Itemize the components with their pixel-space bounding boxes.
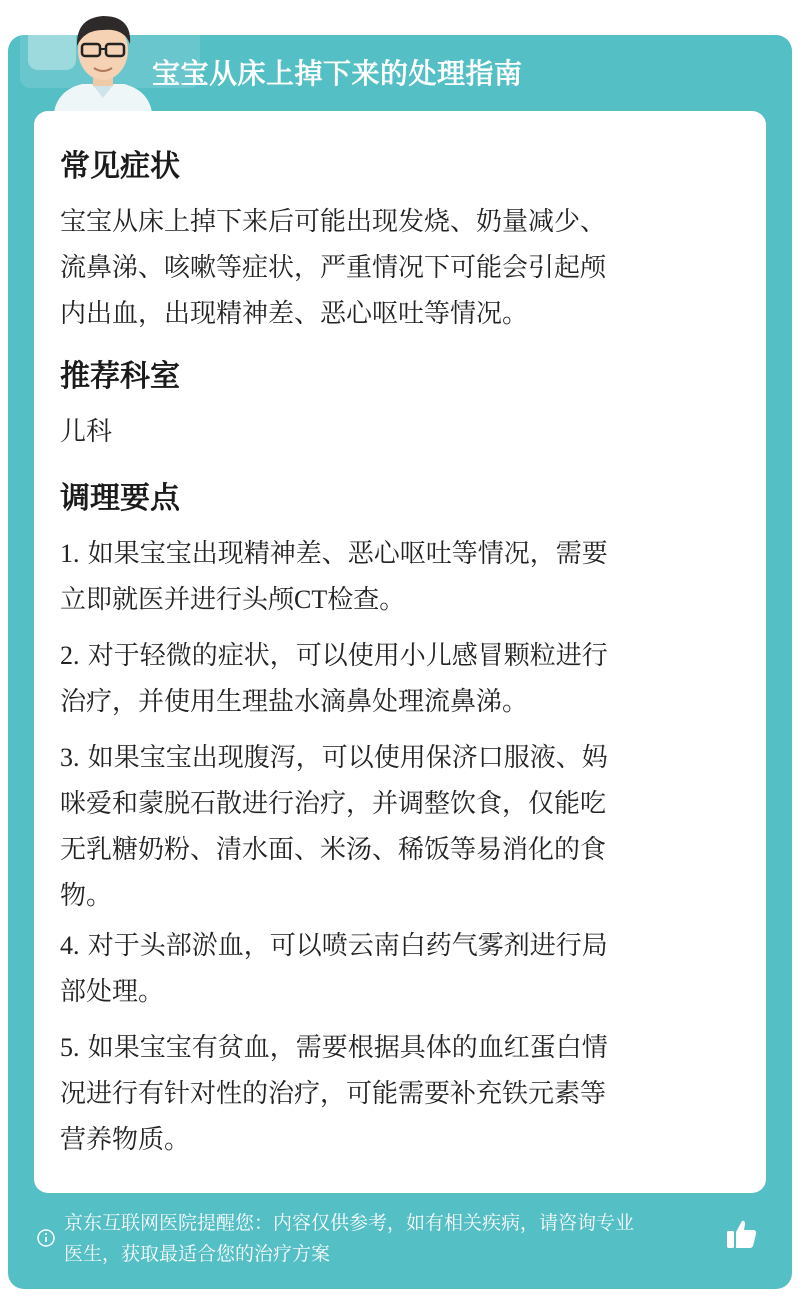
care-item-line: 立即就医并进行头颅CT检查。 <box>60 585 406 615</box>
care-item-line: 2. 对于轻微的症状，可以使用小儿感冒颗粒进行 <box>60 641 608 671</box>
care-item-line: 3. 如果宝宝出现腹泻，可以使用保济口服液、妈 <box>60 743 608 773</box>
symptoms-line: 流鼻涕、咳嗽等症状，严重情况下可能会引起颅 <box>60 253 607 283</box>
disclaimer <box>36 1208 726 1270</box>
page-title: 宝宝从床上掉下来的处理指南 <box>152 57 523 90</box>
care-item-line: 无乳糖奶粉、清水面、米汤、稀饭等易消化的食 <box>60 835 607 865</box>
symptoms-text <box>60 199 740 337</box>
care-item <box>60 531 740 623</box>
doctor-avatar-icon <box>44 6 162 112</box>
symptoms-line: 内出血，出现精神差、恶心呕吐等情况。 <box>60 299 529 329</box>
care-item-line: 况进行有针对性的治疗，可能需要补充铁元素等 <box>60 1079 607 1109</box>
disclaimer-line: 京东互联网医院提醒您：内容仅供参考，如有相关疾病，请咨询专业 <box>64 1212 635 1234</box>
care-heading: 调理要点 <box>60 481 180 516</box>
department-value: 儿科 <box>60 417 113 447</box>
care-item <box>60 1025 760 1163</box>
care-item-line: 营养物质。 <box>60 1125 191 1155</box>
care-item-line: 部处理。 <box>60 977 165 1007</box>
department-heading: 推荐科室 <box>60 359 180 394</box>
care-item-line: 5. 如果宝宝有贫血，需要根据具体的血红蛋白情 <box>60 1033 608 1063</box>
care-item <box>60 633 740 725</box>
care-item <box>60 735 760 919</box>
thumbs-up-icon[interactable] <box>724 1216 760 1252</box>
care-item-line: 咪爱和蒙脱石散进行治疗，并调整饮食，仅能吃 <box>60 789 607 819</box>
care-item-line: 物。 <box>60 881 113 911</box>
symptoms-line: 宝宝从床上掉下来后可能出现发烧、奶量减少、 <box>60 207 607 237</box>
care-item-line: 1. 如果宝宝出现精神差、恶心呕吐等情况，需要 <box>60 539 608 569</box>
content-card <box>34 111 766 1193</box>
care-item-line: 4. 对于头部淤血，可以喷云南白药气雾剂进行局 <box>60 931 608 961</box>
care-item-line: 治疗，并使用生理盐水滴鼻处理流鼻涕。 <box>60 687 529 717</box>
care-item <box>60 923 740 1015</box>
disclaimer-line: 医生，获取最适合您的治疗方案 <box>64 1243 331 1265</box>
symptoms-heading: 常见症状 <box>60 149 180 184</box>
